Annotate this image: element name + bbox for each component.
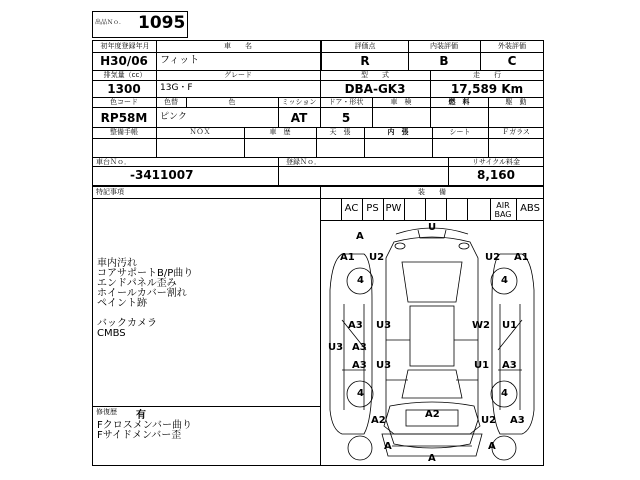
nox-label: ＮＯＸ (189, 128, 211, 136)
tire-front-right-tread: 4 (501, 275, 508, 286)
remarks-line: CMBS (97, 328, 126, 339)
remarks-line: 車内汚れ (97, 258, 137, 269)
remarks-list (97, 259, 193, 339)
score-value: R (360, 54, 370, 68)
mileage-value: 17,589 Km (450, 82, 524, 96)
remarks-line: バックカメラ (97, 318, 157, 329)
lot-number: 1095 (138, 13, 186, 33)
seat-label: シート (449, 128, 471, 136)
doors-label: ドア・形状 (328, 98, 364, 106)
drive-label: 駆 動 (505, 98, 527, 106)
repair-line: Fクロスメンバー曲り (97, 420, 193, 431)
interior-label: 内装評価 (430, 42, 458, 50)
tire-rear-right-tread: 4 (501, 388, 508, 399)
transmission-label: ミッション (281, 98, 317, 106)
equipment-airbag: AIR BAG (494, 201, 512, 219)
section-divider (92, 198, 544, 199)
remarks-line: エンドパネル歪み (97, 278, 177, 289)
damage-rear-right-quarter: A3 (510, 415, 525, 426)
equipment-pw: PW (385, 203, 402, 214)
equipment-divider (467, 198, 468, 220)
displacement-value: 1300 (107, 82, 141, 96)
grade-label: グレード (224, 71, 252, 79)
model-code-value: DBA-GK3 (344, 82, 406, 96)
damage-rear-bumper: A (428, 453, 436, 464)
mileage-label: 走 行 (473, 71, 501, 79)
model-code-label: 型 式 (361, 71, 389, 79)
equipment-label: 装 備 (418, 188, 446, 196)
equipment-slot (404, 200, 425, 220)
repair-list (97, 421, 192, 441)
repair-divider (92, 406, 320, 407)
damage-front-right-door-u: U1 (502, 320, 518, 331)
damage-front-right-fender: A1 (514, 252, 529, 263)
doors-value: 5 (341, 111, 351, 125)
color-code-value: RP58M (100, 111, 148, 125)
damage-rear-left-door-u: U3 (376, 360, 392, 371)
roof-panel (410, 306, 454, 366)
repair-history-value: 有 (136, 410, 146, 421)
maintenance-book-label: 整備手帳 (110, 128, 138, 136)
fuel-label: 燃 料 (448, 98, 470, 106)
history-label: 車 歴 (269, 128, 291, 136)
equipment-ac: AC (344, 203, 359, 214)
vehicle-inspection-label: 車 検 (390, 98, 412, 106)
color-type-label: 色替 (164, 98, 178, 106)
damage-rear-left-quarter: A2 (371, 415, 386, 426)
damage-rear-right-door-u: U1 (474, 360, 490, 371)
score-label: 評価点 (354, 42, 376, 50)
damage-trunk: A2 (425, 409, 440, 420)
chassis-no-label: 車台Ｎｏ． (96, 158, 131, 166)
damage-front-left-door-a: A3 (348, 320, 363, 331)
grade-value: 13G・F (160, 83, 193, 93)
recycle-fee-value: 8,160 (477, 168, 515, 182)
damage-rear-right-corner: A (488, 441, 496, 452)
interior-value: B (439, 54, 449, 68)
damage-roof: U (428, 222, 437, 233)
equipment-slot (446, 200, 467, 220)
lot-number-label: 出品Ｎｏ． (95, 19, 126, 26)
first-reg-value: H30/06 (100, 54, 148, 68)
damage-front-right-fender-u: U2 (485, 252, 501, 263)
damage-rear-left-door-a: A3 (352, 360, 367, 371)
damage-front-bumper: A (356, 231, 364, 242)
exterior-value: C (507, 54, 517, 68)
windshield (402, 262, 462, 302)
tire-rear-left-tread: 4 (357, 388, 364, 399)
repair-history-label: 修復歴 (96, 408, 117, 416)
transmission-value: AT (290, 111, 308, 125)
tire-front-left-tread: 4 (357, 275, 364, 286)
equipment-abs: ABS (520, 203, 540, 214)
color-value: ピンク (160, 112, 187, 122)
chassis-no-value: -3411007 (130, 168, 194, 182)
first-reg-label: 初年度登録年月 (100, 42, 150, 50)
equipment-slot (425, 200, 446, 220)
displacement-label: 排気量（cc） (103, 71, 147, 79)
car-outline-right (492, 254, 534, 434)
color-label: 色 (228, 98, 236, 106)
row-divider (92, 107, 544, 108)
sunroof-label: 天 張 (329, 128, 351, 136)
f-glass-label: Ｆガラス (502, 128, 530, 136)
remarks-line: ホイールカバー割れ (97, 288, 187, 299)
equipment-ps: PS (366, 203, 379, 214)
model-name-value: フィット (160, 55, 200, 66)
exterior-label: 外装評価 (498, 42, 526, 50)
damage-rear-right-door-a: A3 (502, 360, 517, 371)
damage-front-left-door-u: U3 (376, 320, 392, 331)
damage-front-right-door-w: W2 (472, 320, 490, 331)
interior-trim-label: 内 張 (387, 128, 409, 136)
remarks-label: 特記事項 (96, 188, 124, 196)
remarks-line: ペイント跡 (97, 298, 147, 309)
rear-window (402, 370, 462, 398)
row-divider (92, 52, 544, 53)
remarks-line: コアサポートB/P曲り (97, 268, 194, 279)
damage-rear-left-corner: A (384, 441, 392, 452)
recycle-fee-label: リサイクル料金 (471, 158, 521, 166)
damage-left-sill-u: U3 (328, 342, 344, 353)
color-code-label: 色コード (110, 98, 138, 106)
damage-rear-right-quarter-u: U2 (481, 415, 497, 426)
col-divider (278, 157, 279, 186)
row-divider (92, 138, 544, 139)
damage-front-left-fender-u: U2 (369, 252, 385, 263)
repair-line: Fサイドメンバー歪 (97, 430, 182, 441)
row-divider (92, 80, 544, 81)
damage-left-sill-a: A3 (352, 342, 367, 353)
model-name-label: 車 名 (224, 42, 252, 50)
damage-front-left-fender: A1 (340, 252, 355, 263)
registration-no-label: 登録Ｎｏ． (286, 158, 321, 166)
